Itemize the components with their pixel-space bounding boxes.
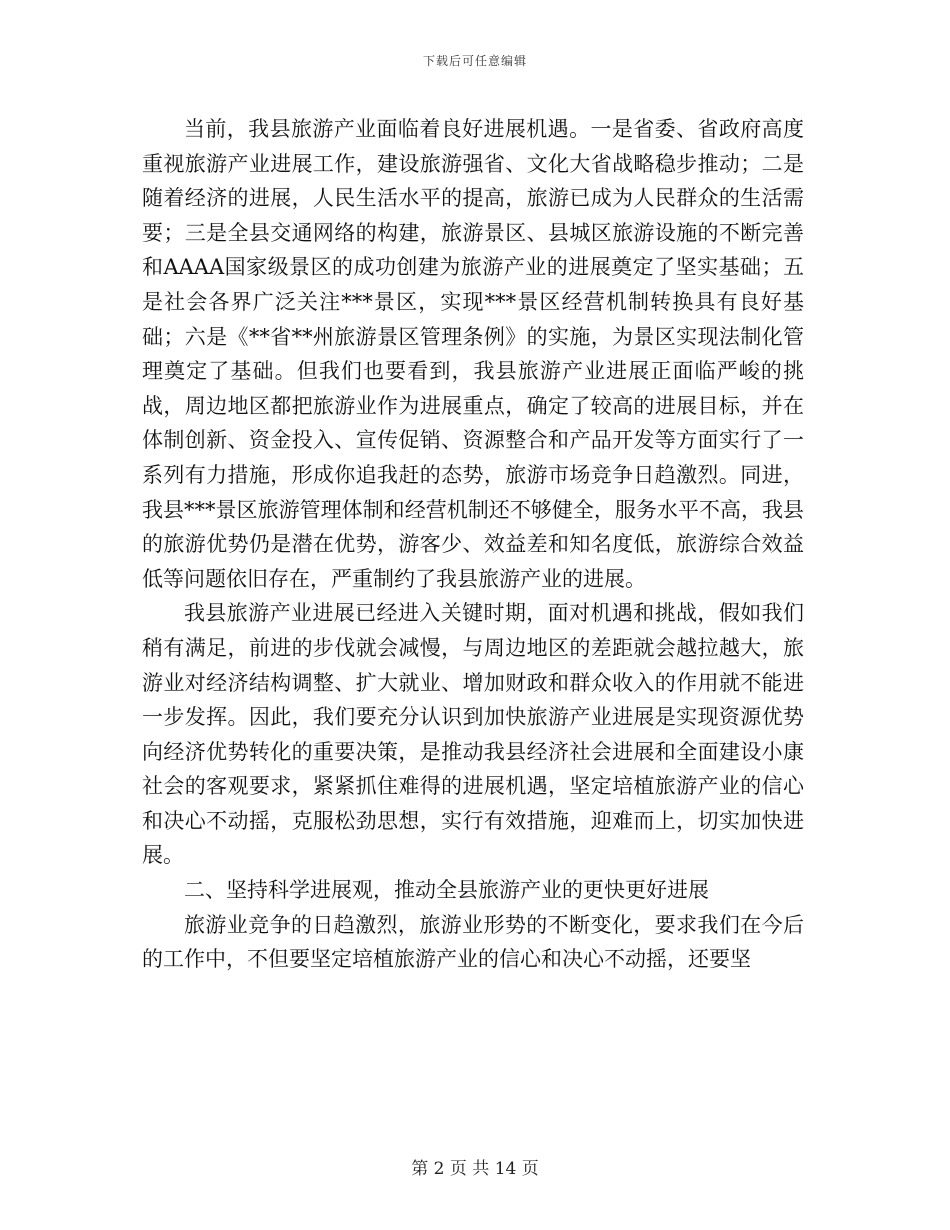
page-number-footer: 第 2 页 共 14 页: [411, 1159, 539, 1179]
section-heading: 二、坚持科学进展观，推动全县旅游产业的更快更好进展: [184, 878, 709, 903]
paragraph-critical-period: 我县旅游产业进展已经进入关键时期，面对机遇和挑战，假如我们稍有满足，前进的步伐就会减慢，与周边地区的差距就会越拉越大，旅游业对经济结构调整、扩大就业、增加财政和群众收入的作用就不能进一步发挥。因此，我们要充分认识到加快旅游产业进展是实现资源优势向经济优势转化的重要决策，是推动我县经济社会进展和全面建设小康社会的客观要求，紧紧抓住难得的进展机遇，坚定培植旅游产业的信心和决心不动摇，克服松劲思想，实行有效措施，迎难而上，切实加快进展。: [142, 601, 804, 868]
paragraph-competition: 旅游业竞争的日趋激烈，旅游业形势的不断变化，要求我们在今后的工作中，不但要坚定培植旅游产业的信心和决心不动摇，还要坚: [142, 912, 804, 972]
page-header-note: 下载后可任意编辑: [422, 54, 527, 68]
paragraph-opportunities: 当前，我县旅游产业面临着良好进展机遇。一是省委、省政府高度重视旅游产业进展工作，建设旅游强省、文化大省战略稳步推动；二是随着经济的进展，人民生活水平的提高，旅游已成为人民群众的生活需要；三是全县交通网络的构建，旅游景区、县城区旅游设施的不断完善和AAAA国家级景区的成功创建为旅游产业的进展奠定了坚实基础；五是社会各界广泛关注***景区，实现***景区经营机制转换具有良好基础；六是《**省**州旅游景区管理条例》的实施，为景区实现法制化管理奠定了基础。但我们也要看到，我县旅游产业进展正面临严峻的挑战，周边地区都把旅游业作为进展重点，确定了较高的进展目标，并在体制创新、资金投入、宣传促销、资源整合和产品开发等方面实行了一系列有力措施，形成你追我赶的态势，旅游市场竞争日趋激烈。同进，我县***景区旅游管理体制和经营机制还不够健全，服务水平不高，我县的旅游优势仍是潜在优势，游客少、效益差和知名度低，旅游综合效益低等问题依旧存在，严重制约了我县旅游产业的进展。: [142, 117, 804, 591]
document-body: [142, 112, 804, 977]
